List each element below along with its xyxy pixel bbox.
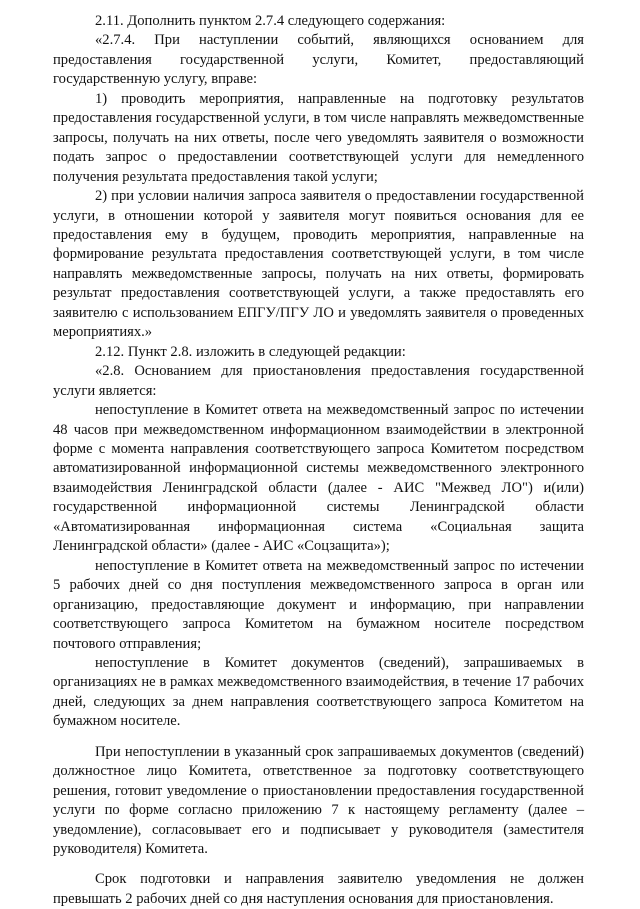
paragraph-gap [53, 732, 584, 743]
paragraph-notification: При непоступлении в указанный срок запрашиваемых документов (сведений) должностное лицо Комитета, ответственное за подготовку соответствующего решения, готовит уведомление о приостановлении предоставления государственной услуги по форме согласно приложению 7 к настоящему регламенту (далее – уведомление), согласовывает его и подписывает у руководителя (заместителя руководителя) Комитета. [53, 743, 584, 858]
paragraph-suspension-ground-2: непоступление в Комитет ответа на межведомственный запрос по истечении 5 рабочих дней со дня поступления межведомственного запроса в орган или организацию, предоставляющие документ и информацию, при направлении соответствующего запроса Комитетом на бумажном носителе посредством почтового отправления; [53, 557, 584, 652]
paragraph-2-7-4: «2.7.4. При наступлении событий, являющихся основанием для предоставления государственной услуги, Комитет, предоставляющий государственную услугу, вправе: [53, 32, 584, 88]
document-page [53, 12, 584, 909]
paragraph-2-11: 2.11. Дополнить пунктом 2.7.4 следующего содержания: [95, 13, 446, 29]
paragraph-2-8: «2.8. Основанием для приостановления предоставления государственной услуги является: [53, 363, 584, 399]
paragraph-gap [53, 859, 584, 870]
paragraph-deadline: Срок подготовки и направления заявителю уведомления не должен превышать 2 рабочих дней со дня наступления основания для приостановления. [53, 871, 584, 907]
paragraph-2-12: 2.12. Пункт 2.8. изложить в следующей редакции: [95, 343, 406, 360]
paragraph-suspension-ground-1: непоступление в Комитет ответа на межведомственный запрос по истечении 48 часов при межведомственном информационном взаимодействии в электронной форме с момента направления соответствующего запроса Комитетом посредством автоматизированной информационной системы межведомственного электронного взаимодействия Ленинградской области (далее - АИС "Межвед ЛО") и(или) государственной информационной системы Ленинградской области «Автоматизированная информационная система «Социальная защита Ленинградской области» (далее - АИС «Соцзащита»); [53, 402, 584, 555]
paragraph-suspension-ground-3: непоступление в Комитет документов (сведений), запрашиваемых в организациях не в рамках межведомственного взаимодействия, в течение 17 рабочих дней, следующих за днем направления соответствующего запроса Комитетом на бумажном носителе. [53, 654, 584, 730]
paragraph-2-7-4-item-2: 2) при условии наличия запроса заявителя о предоставлении государственной услуги, в отношении которой у заявителя могут появиться основания для ее предоставления ему в будущем, проводить мероприятия, направленные на формирование результата предоставления соответствующей услуги, в том числе направлять межведомственные запросы, получать на них ответы, формировать результат предоставления соответствующей услуги, а также предоставлять его заявителю с использованием ЕПГУ/ПГУ ЛО и уведомлять заявителя о проведенных мероприятиях.» [53, 188, 584, 341]
paragraph-2-7-4-item-1: 1) проводить мероприятия, направленные на подготовку результатов предоставления государственной услуги, в том числе направлять межведомственные запросы, получать на них ответы, после чего уведомлять заявителя о возможности подать запрос о предоставлении соответствующей услуги для немедленного получения результата предоставления такой услуги; [53, 90, 584, 185]
